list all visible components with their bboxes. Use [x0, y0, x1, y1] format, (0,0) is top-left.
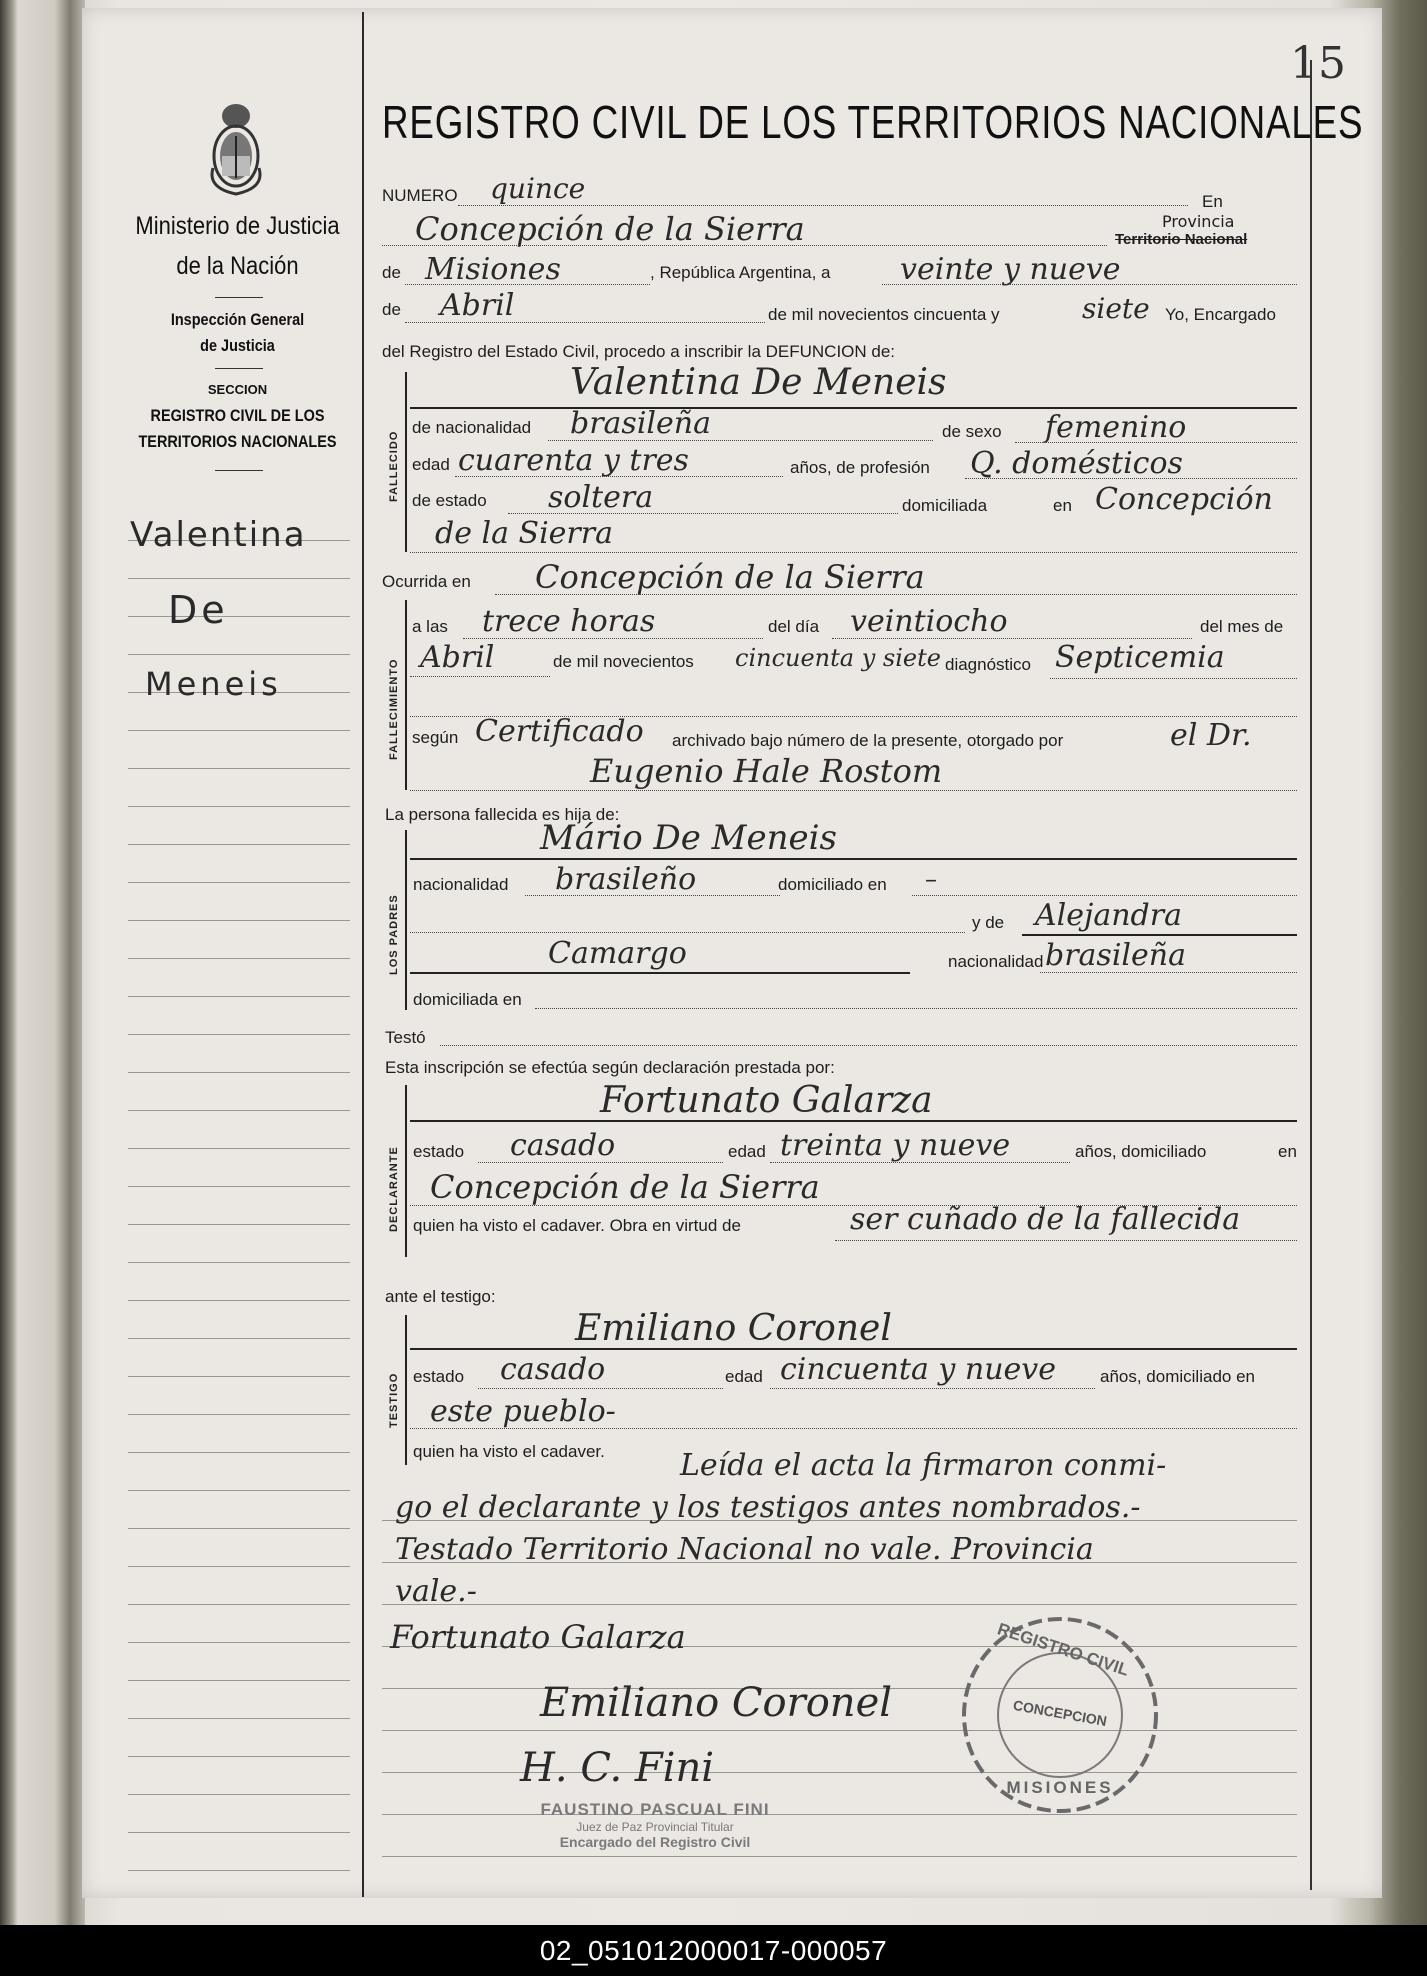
sidebar-separator — [215, 470, 263, 471]
sidebar-divider — [362, 12, 364, 1897]
hora-line — [463, 638, 763, 639]
seal-top-text: REGISTRO CIVIL — [995, 1619, 1132, 1680]
inspection-line-2: de Justicia — [200, 336, 275, 355]
page-title: REGISTRO CIVIL DE LOS TERRITORIOS NACIONALES — [382, 96, 1364, 148]
place-line — [382, 245, 1107, 246]
ocurrida-value: Concepción de la Sierra — [535, 558, 925, 596]
ruled-line — [128, 996, 350, 997]
hora-value: trece horas — [482, 604, 656, 639]
ruled-line — [128, 1756, 350, 1757]
profesion-label: años, de profesión — [790, 458, 930, 477]
diagnostico-value: Septicemia — [1055, 640, 1225, 675]
father-name-line — [410, 858, 1297, 860]
sidebar-name-line-2: De — [168, 588, 229, 632]
republica-label: , República Argentina, a — [650, 263, 831, 282]
ruled-line — [128, 730, 350, 731]
declarante-estado-line — [478, 1162, 723, 1163]
fallecido-name: Valentina De Meneis — [570, 362, 947, 403]
ruled-line — [128, 1110, 350, 1111]
yo-label: Yo, Encargado — [1165, 305, 1276, 324]
ruled-line — [382, 1604, 1297, 1605]
ruled-line — [128, 1452, 350, 1453]
testigo-section-label: TESTIGO — [388, 1372, 400, 1428]
nacionalidad-value: brasileña — [570, 406, 711, 441]
declarante-section-label: DECLARANTE — [388, 1146, 400, 1232]
numero-line — [458, 205, 1188, 206]
sexo-label: de sexo — [942, 422, 1002, 441]
ruled-line — [128, 1718, 350, 1719]
ruled-line — [128, 1376, 350, 1377]
ruled-line — [128, 806, 350, 807]
ruled-line — [128, 1072, 350, 1073]
fallecido-name-line — [410, 407, 1297, 409]
year-label: de mil novecientos cincuenta y — [768, 305, 1000, 324]
padres-bracket — [405, 830, 407, 1010]
de-label-2: de — [382, 300, 401, 319]
coat-of-arms-icon — [205, 98, 267, 196]
mes-label: del mes de — [1200, 617, 1284, 636]
closing-line-1: Leída el acta la firmaron conmi- — [680, 1448, 1167, 1483]
father-nacionalidad-line — [525, 895, 780, 896]
father-nacionalidad-label: nacionalidad — [413, 875, 509, 894]
mes-line — [410, 676, 550, 677]
father-domicilio-line-2 — [410, 932, 965, 933]
sidebar-separator — [215, 297, 263, 298]
mother-domicilio-line — [535, 1008, 1297, 1009]
hija-label: La persona fallecida es hija de: — [385, 805, 620, 824]
padres-section-label: LOS PADRES — [388, 894, 400, 975]
ruled-line — [128, 654, 350, 655]
stamp-line-3: Encargado del Registro Civil — [559, 1834, 751, 1850]
segun-value: Certificado — [475, 714, 644, 749]
stamp-name: FAUSTINO PASCUAL FINI — [540, 1800, 770, 1819]
father-domicilio-label: domiciliado en — [778, 875, 887, 894]
ruled-line — [128, 1566, 350, 1567]
ruled-line — [382, 1856, 1297, 1857]
doctor-value: Eugenio Hale Rostom — [590, 752, 943, 790]
domicilio-value: Concepción — [1095, 482, 1273, 517]
mother-nacionalidad-line — [1040, 972, 1297, 973]
testigo-domicilio-line — [410, 1428, 1297, 1429]
sexo-line — [1015, 442, 1297, 443]
numero-value: quince — [490, 172, 586, 205]
ruled-line — [128, 958, 350, 959]
declarante-estado-value: casado — [510, 1128, 616, 1163]
ministry-line-1: Ministerio de Justicia — [135, 212, 340, 240]
closing-line-3: Testado Territorio Nacional no vale. Provincia — [395, 1532, 1094, 1567]
otorgado-value: el Dr. — [1170, 718, 1252, 753]
numero-label: NUMERO — [382, 186, 458, 205]
month-value: Abril — [440, 288, 515, 323]
ruled-line — [128, 1794, 350, 1795]
day-value: veinte y nueve — [900, 252, 1121, 287]
testo-line — [440, 1045, 1297, 1046]
father-name: Mário De Meneis — [540, 818, 837, 858]
declarante-edad-label: edad — [728, 1142, 766, 1161]
profesion-value: Q. domésticos — [970, 446, 1183, 481]
ruled-line — [128, 1642, 350, 1643]
ruled-line — [128, 1300, 350, 1301]
place-value: Concepción de la Sierra — [415, 210, 805, 248]
edad-line — [455, 476, 783, 477]
ruled-line — [128, 1224, 350, 1225]
doctor-line — [410, 790, 1297, 791]
dia-value: veintiocho — [850, 604, 1008, 639]
testo-label: Testó — [385, 1028, 426, 1047]
declarante-edad-value: treinta y nueve — [780, 1128, 1011, 1163]
page-number: 15 — [1290, 38, 1346, 89]
fallecimiento-section-label: FALLECIMIENTO — [388, 658, 400, 760]
section-line-2: TERRITORIOS NACIONALES — [138, 432, 337, 451]
father-domicilio-value: – — [925, 865, 937, 893]
year-value: siete — [1082, 292, 1150, 325]
ocurrida-label: Ocurrida en — [382, 572, 471, 591]
domicilio-value-2: de la Sierra — [435, 516, 613, 551]
month-line — [405, 322, 765, 323]
yde-label: y de — [972, 913, 1005, 932]
file-id-bar — [0, 1925, 1427, 1976]
testigo-bracket — [405, 1315, 407, 1465]
archivado-label: archivado bajo número de la presente, otorgado por — [672, 731, 1064, 750]
ruled-line — [128, 1262, 350, 1263]
testigo-anios-label: años, domiciliado en — [1100, 1367, 1255, 1386]
mes-value: Abril — [420, 640, 495, 675]
ocurrida-line — [495, 594, 1297, 595]
estado-label: de estado — [412, 491, 487, 510]
profesion-line — [965, 478, 1297, 479]
declarante-domicilio-value: Concepción de la Sierra — [430, 1168, 820, 1206]
ruled-line — [128, 1034, 350, 1035]
ruled-line — [128, 1680, 350, 1681]
anio-value: cincuenta y siete — [735, 644, 941, 672]
edad-label: edad — [412, 455, 450, 474]
testigo-visto-label: quien ha visto el cadaver. — [413, 1442, 605, 1461]
mother-name-line-2 — [410, 972, 910, 974]
declarante-edad-line — [770, 1162, 1070, 1163]
ruled-line — [128, 578, 350, 579]
mother-name-line — [1022, 934, 1297, 936]
testigo-name-line — [410, 1348, 1297, 1350]
diagnostico-label: diagnóstico — [945, 655, 1032, 674]
en-label: En — [1202, 192, 1223, 211]
province-line — [405, 284, 650, 285]
nacionalidad-line — [548, 440, 933, 441]
ruled-line — [128, 768, 350, 769]
testigo-estado-value: casado — [500, 1352, 606, 1387]
ruled-line — [128, 1338, 350, 1339]
de-label: de — [382, 263, 401, 282]
stamp-line-2: Juez de Paz Provincial Titular — [576, 1820, 734, 1834]
closing-line-4: vale.- — [395, 1574, 477, 1609]
ruled-line — [128, 1870, 350, 1871]
signature-testigo: Emiliano Coronel — [540, 1680, 893, 1726]
declarante-name: Fortunato Galarza — [600, 1080, 933, 1121]
province-value: Misiones — [425, 252, 561, 287]
closing-line-2: go el declarante y los testigos antes nombrados.- — [395, 1490, 1141, 1525]
diagnostico-line — [1050, 678, 1297, 679]
mother-nacionalidad-label: nacionalidad — [948, 952, 1044, 971]
dia-line — [832, 638, 1192, 639]
sidebar-name-line-1: Valentina — [130, 515, 307, 555]
civil-registry-seal — [955, 1610, 1165, 1820]
domiciliado-label: domiciliada — [902, 496, 988, 515]
declarante-en-label: en — [1278, 1142, 1297, 1161]
mother-name: Alejandra — [1035, 898, 1182, 933]
ruled-line — [128, 1490, 350, 1491]
right-border-line — [1310, 60, 1312, 1890]
mother-domicilio-label: domiciliada en — [413, 990, 522, 1009]
section-label: SECCION — [207, 382, 268, 397]
seal-bottom-text: MISIONES — [1006, 1778, 1114, 1797]
signature-declarante: Fortunato Galarza — [390, 1618, 686, 1656]
nacionalidad-label: de nacionalidad — [412, 418, 532, 437]
ruled-line — [128, 1414, 350, 1415]
testigo-estado-label: estado — [413, 1367, 465, 1386]
fallecido-bracket — [405, 372, 407, 552]
seal-mid-text: CONCEPCION — [1011, 1696, 1109, 1730]
sidebar-separator — [215, 368, 263, 369]
mother-nacionalidad-value: brasileña — [1045, 938, 1186, 973]
alas-label: a las — [412, 617, 448, 636]
estado-value: soltera — [548, 480, 654, 515]
declarante-anios-label: años, domiciliado — [1075, 1142, 1207, 1161]
testigo-domicilio-value: este pueblo- — [430, 1394, 616, 1429]
declarante-estado-label: estado — [413, 1142, 465, 1161]
ruled-line — [128, 920, 350, 921]
ruled-line — [128, 616, 350, 617]
declarante-obra-line — [835, 1240, 1297, 1241]
testigo-edad-line — [770, 1388, 1095, 1389]
provincia-label: Provincia — [1162, 212, 1235, 231]
testigo-name: Emiliano Coronel — [575, 1308, 892, 1349]
anio-label: de mil novecientos — [553, 652, 694, 671]
domicilio-line-2 — [410, 552, 1297, 553]
ruled-line — [128, 1186, 350, 1187]
declarante-name-line — [410, 1120, 1297, 1122]
intro-line: del Registro del Estado Civil, procedo a inscribir la DEFUNCION de: — [382, 342, 896, 361]
segun-label: según — [412, 728, 459, 747]
testigo-edad-label: edad — [725, 1367, 763, 1386]
inspection-line-1: Inspección General — [170, 310, 305, 329]
fallecido-section-label: FALLECIDO — [388, 430, 400, 502]
file-id: 02_051012000017-000057 — [539, 1934, 888, 1966]
signature-encargado: H. C. Fini — [520, 1745, 715, 1791]
father-nacionalidad-value: brasileño — [555, 862, 697, 897]
officer-stamp — [510, 1800, 800, 1850]
ruled-line — [128, 1604, 350, 1605]
estado-line — [508, 513, 898, 514]
domicilio-en-label: en — [1053, 496, 1072, 515]
register-page — [82, 8, 1382, 1898]
ruled-line — [128, 844, 350, 845]
sidebar-name-line-3: Meneis — [145, 665, 282, 703]
ante-label: ante el testigo: — [385, 1287, 496, 1306]
section-line-1: REGISTRO CIVIL DE LOS — [150, 406, 325, 425]
sexo-value: femenino — [1045, 410, 1187, 445]
previous-page-edge — [0, 0, 85, 1925]
edad-value: cuarenta y tres — [458, 443, 689, 478]
inscripcion-label: Esta inscripción se efectúa según declaración prestada por: — [385, 1058, 835, 1077]
fallecimiento-bracket — [405, 600, 407, 790]
declarante-obra-value: ser cuñado de la fallecida — [850, 1202, 1241, 1237]
dia-label: del día — [768, 617, 820, 636]
father-domicilio-line — [912, 895, 1297, 896]
ruled-line — [128, 1832, 350, 1833]
ruled-line — [128, 1148, 350, 1149]
testigo-estado-line — [478, 1388, 723, 1389]
declarante-visto-label: quien ha visto el cadaver. Obra en virtud de — [413, 1216, 741, 1235]
testigo-edad-value: cincuenta y nueve — [780, 1352, 1056, 1387]
ruled-line — [128, 1528, 350, 1529]
territorio-label: Territorio Nacional — [1115, 231, 1248, 248]
ruled-line — [128, 882, 350, 883]
mother-name-2: Camargo — [548, 936, 687, 971]
ministry-line-2: de la Nación — [176, 252, 299, 280]
day-line — [882, 284, 1297, 285]
declarante-bracket — [405, 1085, 407, 1257]
